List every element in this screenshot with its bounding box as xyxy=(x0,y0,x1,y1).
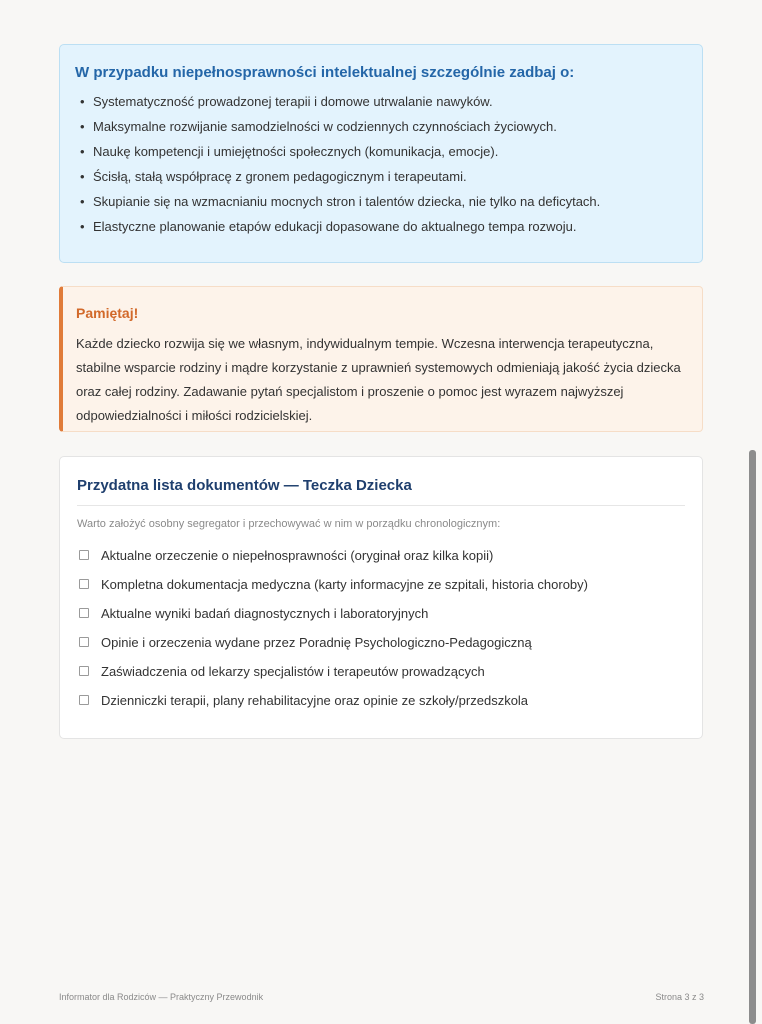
checklist-item xyxy=(79,548,588,577)
info-box-title: W przypadku niepełnosprawności intelektualnej szczególnie zadbaj o: xyxy=(75,64,575,81)
footer-page-number: Strona 3 z 3 xyxy=(655,992,704,1002)
checkbox[interactable] xyxy=(79,666,89,676)
info-list-item-text: Ścisłą, stałą współpracę z gronem pedagogicznym i terapeutami. xyxy=(93,169,467,184)
checklist-item xyxy=(79,577,588,606)
checkbox[interactable] xyxy=(79,695,89,705)
info-list-item-text: Naukę kompetencji i umiejętności społecznych (komunikacja, emocje). xyxy=(93,144,499,159)
checklist-item-label: Dzienniczki terapii, plany rehabilitacyjne oraz opinie ze szkoły/przedszkola xyxy=(101,693,529,708)
info-box-list xyxy=(80,94,600,244)
info-list-item xyxy=(80,219,600,244)
documents-checklist-card xyxy=(59,456,703,739)
reminder-text: Każde dziecko rozwija się we własnym, indywidualnym tempie. Wczesna interwencja terapeutyczna, stabilne wsparcie rodziny i mądre korzystanie z uprawnień systemowych odmieniają jakość życia dziecka oraz całej rodziny. Zadawanie pytań specjalistom i proszenie o pomoc jest wyrazem najwyższej odpowiedzialności i miłości rodzicielskiej. xyxy=(76,336,681,423)
checklist-item-label: Zaświadczenia od lekarzy specjalistów i terapeutów prowadzących xyxy=(101,664,485,679)
checklist-item-label: Aktualne wyniki badań diagnostycznych i laboratoryjnych xyxy=(101,606,429,621)
info-list-item xyxy=(80,94,600,119)
info-list-item-text: Maksymalne rozwijanie samodzielności w codziennych czynnościach życiowych. xyxy=(93,119,557,134)
checklist-item xyxy=(79,693,588,722)
info-list-item xyxy=(80,144,600,169)
info-list-item xyxy=(80,119,600,144)
bullet-icon: • xyxy=(80,194,85,209)
documents-intro: Warto założyć osobny segregator i przechowywać w nim w porządku chronologicznym: xyxy=(77,518,501,530)
intellectual-disability-info-box xyxy=(59,44,703,263)
divider xyxy=(77,505,685,506)
checklist-item-label: Kompletna dokumentacja medyczna (karty informacyjne ze szpitali, historia choroby) xyxy=(101,577,588,592)
vertical-scrollbar[interactable] xyxy=(749,450,756,1024)
checkbox[interactable] xyxy=(79,550,89,560)
info-list-item xyxy=(80,169,600,194)
bullet-icon: • xyxy=(80,219,85,234)
documents-checklist xyxy=(79,548,588,722)
checklist-item xyxy=(79,606,588,635)
bullet-icon: • xyxy=(80,94,85,109)
bullet-icon: • xyxy=(80,119,85,134)
footer-publication-title: Informator dla Rodziców — Praktyczny Przewodnik xyxy=(59,992,264,1002)
checkbox[interactable] xyxy=(79,579,89,589)
reminder-box xyxy=(59,286,703,432)
checklist-item xyxy=(79,664,588,693)
checkbox[interactable] xyxy=(79,608,89,618)
reminder-title: Pamiętaj! xyxy=(76,305,139,321)
checkbox[interactable] xyxy=(79,637,89,647)
info-list-item-text: Systematyczność prowadzonej terapii i domowe utrwalanie nawyków. xyxy=(93,94,493,109)
bullet-icon: • xyxy=(80,169,85,184)
checklist-item-label: Opinie i orzeczenia wydane przez Poradnię Psychologiczno-Pedagogiczną xyxy=(101,635,532,650)
documents-title: Przydatna lista dokumentów — Teczka Dziecka xyxy=(77,477,412,494)
bullet-icon: • xyxy=(80,144,85,159)
info-list-item xyxy=(80,194,600,219)
info-list-item-text: Elastyczne planowanie etapów edukacji dopasowane do aktualnego tempa rozwoju. xyxy=(93,219,577,234)
checklist-item-label: Aktualne orzeczenie o niepełnosprawności (oryginał oraz kilka kopii) xyxy=(101,548,494,563)
checklist-item xyxy=(79,635,588,664)
info-list-item-text: Skupianie się na wzmacnianiu mocnych stron i talentów dziecka, nie tylko na deficytach. xyxy=(93,194,601,209)
